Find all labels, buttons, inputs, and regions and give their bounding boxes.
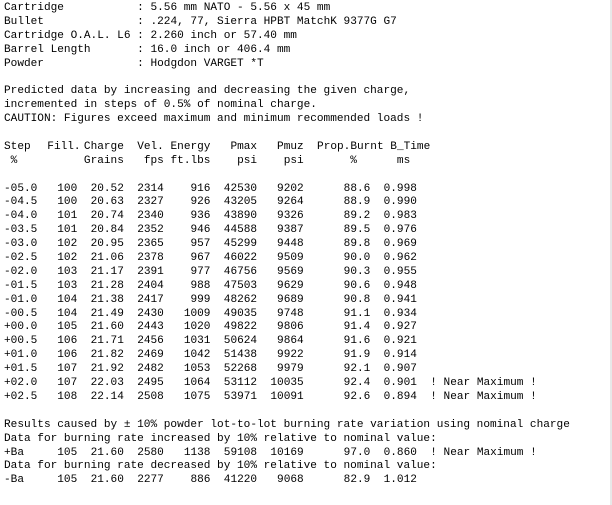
cell-vel: 2340 — [137, 210, 164, 223]
cell-charge: 22.03 — [90, 377, 124, 390]
cell-energy: 988 — [190, 279, 211, 292]
cell-note: ! Near Maximum ! — [430, 446, 537, 459]
cell-step: -03.0 — [4, 238, 38, 251]
increased-row — [4, 447, 612, 461]
variation-title: Results caused by ± 10% powder lot-to-lot burning rate variation using nominal charge — [4, 418, 570, 431]
cell-fill: 100 — [57, 196, 78, 209]
cell-vel: 2580 — [137, 446, 164, 459]
table-row — [4, 210, 612, 224]
column-title-row — [4, 141, 612, 155]
cell-burnt: 91.1 — [343, 307, 371, 320]
cell-burnt: 89.5 — [343, 224, 371, 237]
table-row — [4, 252, 612, 266]
cell-pmax: 45299 — [223, 238, 258, 251]
cell-burnt: 91.9 — [343, 349, 371, 362]
cell-vel: 2417 — [137, 293, 164, 306]
cell-step: -03.5 — [4, 224, 38, 237]
cell-vel: 2352 — [137, 224, 164, 237]
intro-block — [4, 85, 612, 127]
cell-fill: 105 — [57, 446, 78, 459]
cell-fill: 105 — [57, 321, 78, 334]
cell-note: ! Near Maximum ! — [430, 377, 537, 390]
cell-fill: 102 — [57, 238, 78, 251]
cell-pmax: 48262 — [223, 293, 258, 306]
cell-pmax: 46022 — [223, 252, 258, 265]
cell-pmuz: 9569 — [277, 265, 304, 278]
cell-pmuz: 9326 — [277, 210, 304, 223]
cell-pmuz: 9264 — [277, 196, 304, 209]
cell-burnt: 90.0 — [343, 252, 371, 265]
cell-step: +00.0 — [4, 321, 38, 334]
cell-btime: 1.012 — [383, 474, 417, 487]
cell-energy: 926 — [190, 196, 211, 209]
info-line — [4, 2, 612, 16]
cell-vel: 2482 — [137, 363, 164, 376]
cell-vel: 2391 — [137, 265, 164, 278]
cell-pmax: 44588 — [223, 224, 258, 237]
cell-step: -02.0 — [4, 265, 38, 278]
table-row — [4, 196, 612, 210]
cell-vel: 2508 — [137, 390, 164, 403]
cell-step: -04.0 — [4, 210, 38, 223]
cell-energy: 1064 — [183, 377, 211, 390]
table-row — [4, 391, 612, 405]
cell-energy: 946 — [190, 224, 211, 237]
info-label: Cartridge O.A.L. L6 — [4, 29, 131, 42]
cell-vel: 2378 — [137, 252, 164, 265]
cell-btime: 0.962 — [383, 252, 417, 265]
cell-charge: 20.52 — [90, 182, 124, 195]
cell-pmax: 59108 — [223, 446, 258, 459]
cell-burnt: 88.9 — [343, 196, 371, 209]
cell-pmax: 51438 — [223, 349, 258, 362]
cell-step: -01.0 — [4, 293, 38, 306]
cell-fill: 104 — [57, 293, 78, 306]
cell-vel: 2404 — [137, 279, 164, 292]
info-label: Cartridge — [4, 2, 131, 14]
table-row — [4, 335, 612, 349]
cell-pmax: 43205 — [223, 196, 258, 209]
cell-fill: 103 — [57, 279, 78, 292]
cell-pmuz: 9629 — [277, 279, 304, 292]
cell-pmuz: 9448 — [277, 238, 304, 251]
cell-pmuz: 9068 — [277, 474, 304, 487]
column-unit: fps — [143, 154, 164, 167]
intro-line: Predicted data by increasing and decreasing the given charge, — [4, 85, 411, 98]
cell-charge: 21.28 — [90, 279, 124, 292]
cell-pmuz: 9509 — [277, 252, 304, 265]
column-unit-row — [4, 155, 612, 169]
cell-pmuz: 9387 — [277, 224, 304, 237]
cell-pmax: 53971 — [223, 390, 258, 403]
cell-btime: 0.948 — [383, 279, 417, 292]
cell-burnt: 92.1 — [343, 363, 371, 376]
column-unit: % — [10, 154, 18, 167]
column-header: Pmuz — [277, 140, 304, 153]
cell-burnt: 92.6 — [343, 390, 371, 403]
cell-step: -Ba — [4, 474, 24, 487]
info-label: Barrel Length — [4, 43, 131, 56]
column-header: Charge — [83, 140, 124, 153]
cell-pmax: 49822 — [223, 321, 258, 334]
cell-step: +01.5 — [4, 363, 38, 376]
cell-btime: 0.914 — [383, 349, 417, 362]
data-table — [4, 183, 612, 405]
table-row — [4, 377, 612, 391]
cell-btime: 0.934 — [383, 307, 417, 320]
info-label: Powder — [4, 57, 131, 70]
cell-charge: 20.84 — [90, 224, 124, 237]
info-label: Bullet — [4, 15, 131, 28]
cell-pmax: 43890 — [223, 210, 258, 223]
cell-vel: 2443 — [137, 321, 164, 334]
cell-step: +02.5 — [4, 390, 38, 403]
cell-pmax: 50624 — [223, 335, 258, 348]
column-header: Pmax — [230, 140, 258, 153]
variation-block — [4, 419, 612, 488]
cell-pmuz: 9748 — [277, 307, 304, 320]
column-unit: ms — [396, 154, 411, 167]
info-value: : .224, 77, Sierra HPBT MatchK 9377G G7 — [130, 15, 397, 28]
cell-pmuz: 9806 — [277, 321, 304, 334]
cell-pmuz: 9979 — [277, 363, 304, 376]
table-row — [4, 183, 612, 197]
cell-vel: 2430 — [137, 307, 164, 320]
cell-vel: 2314 — [137, 182, 164, 195]
cell-vel: 2365 — [137, 238, 164, 251]
cell-pmax: 52268 — [223, 363, 258, 376]
cell-pmuz: 10091 — [270, 390, 304, 403]
column-header: Vel. — [137, 140, 164, 153]
cell-fill: 106 — [57, 335, 78, 348]
cell-energy: 1053 — [183, 363, 211, 376]
cell-btime: 0.941 — [383, 293, 417, 306]
table-header — [4, 141, 612, 169]
cell-fill: 101 — [57, 224, 78, 237]
cell-pmax: 47503 — [223, 279, 258, 292]
report-text-area — [4, 2, 612, 505]
cell-energy: 1138 — [183, 446, 211, 459]
cell-vel: 2495 — [137, 377, 164, 390]
table-row — [4, 447, 612, 461]
cell-btime: 0.894 — [383, 390, 417, 403]
cell-burnt: 90.6 — [343, 279, 371, 292]
cell-step: -02.5 — [4, 252, 38, 265]
column-header: B_Time — [390, 140, 431, 153]
decreased-row — [4, 474, 612, 488]
cell-burnt: 97.0 — [343, 446, 371, 459]
cell-fill: 101 — [57, 210, 78, 223]
info-value: : 5.56 mm NATO - 5.56 x 45 mm — [130, 2, 331, 14]
table-row — [4, 363, 612, 377]
cell-burnt: 88.6 — [343, 182, 371, 195]
info-value: : 16.0 inch or 406.4 mm — [130, 43, 291, 56]
cell-btime: 0.927 — [383, 321, 417, 334]
cell-pmax: 41220 — [223, 474, 258, 487]
cell-pmuz: 9689 — [277, 293, 304, 306]
intro-line: incremented in steps of 0.5% of nominal charge. — [4, 99, 317, 112]
column-unit: Grains — [83, 154, 124, 167]
cell-charge: 21.49 — [90, 307, 124, 320]
cell-vel: 2277 — [137, 474, 164, 487]
cell-pmax: 49035 — [223, 307, 258, 320]
cell-btime: 0.983 — [383, 210, 417, 223]
cell-charge: 21.60 — [90, 446, 124, 459]
cell-energy: 1020 — [183, 321, 211, 334]
cell-btime: 0.976 — [383, 224, 417, 237]
cell-charge: 22.14 — [90, 390, 124, 403]
cell-charge: 21.92 — [90, 363, 124, 376]
cell-charge: 21.82 — [90, 349, 124, 362]
cell-fill: 107 — [57, 377, 78, 390]
cell-step: +Ba — [4, 446, 24, 459]
cell-energy: 977 — [190, 265, 211, 278]
column-header: Prop.Burnt — [317, 140, 384, 153]
cell-charge: 20.63 — [90, 196, 124, 209]
cell-pmax: 53112 — [223, 377, 258, 390]
table-row — [4, 308, 612, 322]
table-row — [4, 224, 612, 238]
cell-burnt: 89.8 — [343, 238, 371, 251]
increased-label: Data for burning rate increased by 10% relative to nominal value: — [4, 432, 437, 445]
column-unit: % — [350, 154, 357, 167]
cell-step: -01.5 — [4, 279, 38, 292]
info-value: : Hodgdon VARGET *T — [130, 57, 264, 70]
cell-energy: 1031 — [183, 335, 211, 348]
cell-fill: 102 — [57, 252, 78, 265]
cell-step: +00.5 — [4, 335, 38, 348]
cartridge-info-block — [4, 2, 612, 71]
column-header: Energy — [170, 140, 211, 153]
cell-pmuz: 10035 — [270, 377, 304, 390]
cell-fill: 106 — [57, 349, 78, 362]
info-line — [4, 16, 612, 30]
info-value: : 2.260 inch or 57.40 mm — [130, 29, 297, 42]
cell-pmuz: 9864 — [277, 335, 304, 348]
cell-burnt: 91.4 — [343, 321, 371, 334]
table-row — [4, 238, 612, 252]
cell-fill: 108 — [57, 390, 78, 403]
cell-vel: 2327 — [137, 196, 164, 209]
table-row — [4, 321, 612, 335]
cell-charge: 21.06 — [90, 252, 124, 265]
cell-btime: 0.907 — [383, 363, 417, 376]
cell-vel: 2456 — [137, 335, 164, 348]
cell-energy: 936 — [190, 210, 211, 223]
decreased-label: Data for burning rate decreased by 10% relative to nominal value: — [4, 460, 437, 473]
cell-charge: 21.60 — [90, 474, 124, 487]
cell-btime: 0.921 — [383, 335, 417, 348]
cell-burnt: 90.3 — [343, 265, 371, 278]
cell-btime: 0.860 — [383, 446, 417, 459]
cell-step: -04.5 — [4, 196, 38, 209]
cell-energy: 1009 — [183, 307, 211, 320]
cell-energy: 916 — [190, 182, 211, 195]
table-row — [4, 294, 612, 308]
table-row — [4, 266, 612, 280]
cell-fill: 104 — [57, 307, 78, 320]
cell-btime: 0.955 — [383, 265, 417, 278]
cell-step: -00.5 — [4, 307, 38, 320]
cell-energy: 957 — [190, 238, 211, 251]
cell-energy: 886 — [190, 474, 211, 487]
cell-burnt: 82.9 — [343, 474, 371, 487]
cell-step: +01.0 — [4, 349, 38, 362]
cell-fill: 100 — [57, 182, 78, 195]
cell-charge: 21.71 — [90, 335, 124, 348]
column-header: Fill. — [47, 140, 81, 153]
cell-charge: 20.95 — [90, 238, 124, 251]
cell-btime: 0.998 — [383, 182, 417, 195]
table-row — [4, 474, 612, 488]
cell-burnt: 90.8 — [343, 293, 371, 306]
cell-charge: 21.38 — [90, 293, 124, 306]
cell-burnt: 92.4 — [343, 377, 371, 390]
info-line — [4, 30, 612, 44]
cell-pmuz: 9202 — [277, 182, 304, 195]
cell-fill: 105 — [57, 474, 78, 487]
column-unit: ft.lbs — [170, 154, 211, 167]
table-row — [4, 349, 612, 363]
cell-btime: 0.901 — [383, 377, 417, 390]
cell-charge: 21.60 — [90, 321, 124, 334]
cell-burnt: 91.6 — [343, 335, 371, 348]
cell-charge: 21.17 — [90, 265, 124, 278]
cell-vel: 2469 — [137, 349, 164, 362]
cell-fill: 103 — [57, 265, 78, 278]
cell-burnt: 89.2 — [343, 210, 371, 223]
caution-line: CAUTION: Figures exceed maximum and minimum recommended loads ! — [4, 113, 424, 126]
cell-pmax: 46756 — [223, 265, 258, 278]
cell-pmuz: 10169 — [270, 446, 304, 459]
cell-energy: 999 — [190, 293, 211, 306]
cell-charge: 20.74 — [90, 210, 124, 223]
cell-fill: 107 — [57, 363, 78, 376]
cell-note: ! Near Maximum ! — [430, 390, 537, 403]
table-row — [4, 280, 612, 294]
cell-btime: 0.969 — [383, 238, 417, 251]
cell-step: -05.0 — [4, 182, 38, 195]
cell-pmuz: 9922 — [277, 349, 304, 362]
info-line — [4, 44, 612, 58]
column-unit: psi — [283, 154, 304, 167]
cell-btime: 0.990 — [383, 196, 417, 209]
column-unit: psi — [237, 154, 258, 167]
cell-energy: 1042 — [183, 349, 211, 362]
cell-energy: 1075 — [183, 390, 211, 403]
info-line — [4, 58, 612, 72]
cell-pmax: 42530 — [223, 182, 258, 195]
column-header: Step — [4, 140, 31, 153]
cell-step: +02.0 — [4, 377, 38, 390]
cell-energy: 967 — [190, 252, 211, 265]
